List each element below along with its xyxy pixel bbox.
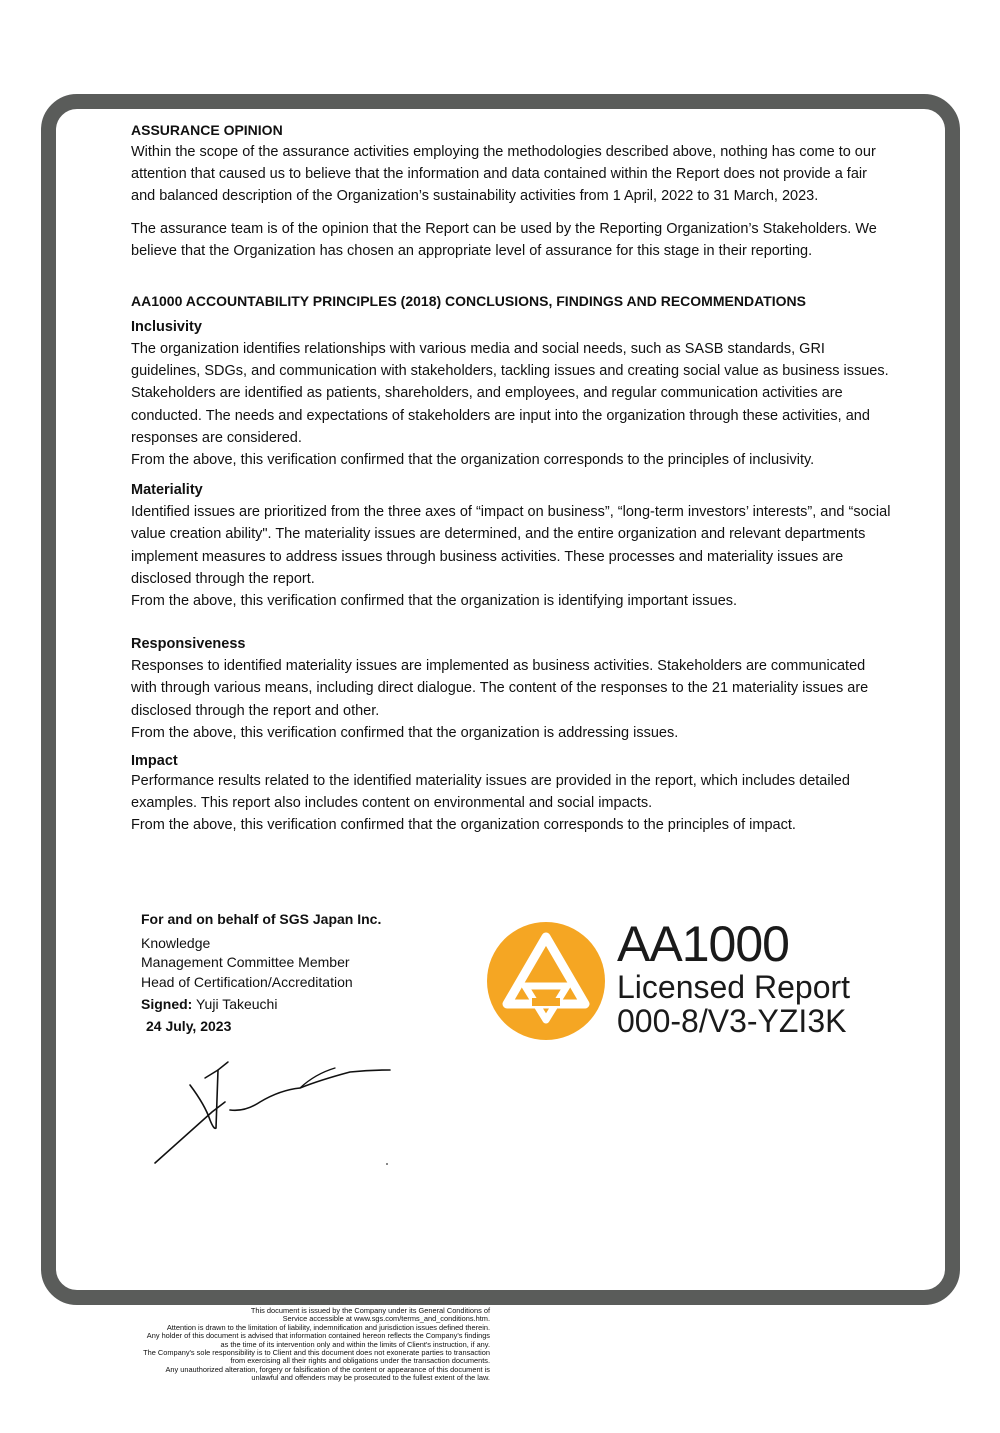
responsiveness-title: Responsiveness xyxy=(131,636,246,653)
impact-body: Performance results related to the identified materiality issues are provided in the report, which includes detailed examples. This report also includes content on environmental and social impacts. xyxy=(131,773,850,812)
footer-line: Attention is drawn to the limitation of liability, indemnification and jurisdiction issues defined therein. xyxy=(166,1322,490,1332)
inclusivity-conclusion: From the above, this verification confirmed that the organization corresponds to the principles of inclusivity. xyxy=(131,452,815,469)
signatory-role: Head of Certification/Accreditation xyxy=(141,973,353,990)
impact-title: Impact xyxy=(131,753,178,770)
footer-line: Any unauthorized alteration, forgery or falsification of the content or appearance of this document is xyxy=(165,1364,490,1374)
handwritten-signature xyxy=(150,1050,400,1180)
responsiveness-body: Responses to identified materiality issues are implemented as business activities. Stakeholders are communicated with through various means, including direct dialogue. The content of the responses to the 21 materiality issues are disclosed through the report and other. xyxy=(131,658,869,719)
aa1000-license xyxy=(617,918,917,1038)
principles-heading: AA1000 ACCOUNTABILITY PRINCIPLES (2018) CONCLUSIONS, FINDINGS AND RECOMMENDATIONS xyxy=(131,293,806,310)
impact-conclusion: From the above, this verification confirmed that the organization corresponds to the principles of impact. xyxy=(131,817,796,834)
signatory-block xyxy=(141,910,441,1036)
on-behalf-line: For and on behalf of SGS Japan Inc. xyxy=(141,911,382,927)
footer-line: Service accessible at www.sgs.com/terms_and_conditions.htm. xyxy=(282,1314,490,1324)
assurance-opinion-paragraph: Within the scope of the assurance activities employing the methodologies described above, nothing has come to our attention that caused us to believe that the information and data contained within the Report does not provide a fair and balanced description of the Organization’s sustainability activities from 1 April, 2022 to 31 March, 2023. xyxy=(131,144,876,205)
signatory-role: Knowledge xyxy=(141,934,211,951)
footer-line: Any holder of this document is advised that information contained hereon reflects the Company's findings xyxy=(146,1331,490,1341)
aa1000-logo-icon xyxy=(487,922,605,1040)
legal-footer xyxy=(60,1307,490,1383)
materiality-conclusion: From the above, this verification confirmed that the organization is identifying important issues. xyxy=(131,593,738,610)
signed-name: Yuji Takeuchi xyxy=(195,996,278,1012)
report-body xyxy=(131,119,891,837)
signed-label: Signed: xyxy=(141,996,193,1012)
assurance-opinion-heading: ASSURANCE OPINION xyxy=(131,122,283,138)
signed-line xyxy=(141,995,441,1015)
footer-line: This document is issued by the Company under its General Conditions of xyxy=(250,1306,490,1315)
footer-line: from exercising all their rights and obligations under the transaction documents. xyxy=(230,1356,490,1366)
materiality-title: Materiality xyxy=(131,482,203,499)
aa1000-report-code: 000-8/V3-YZI3K xyxy=(617,1003,847,1039)
aa1000-title: AA1000 xyxy=(617,916,789,972)
aa1000-subtitle: Licensed Report xyxy=(617,969,851,1005)
footer-line: The Company's sole responsibility is to Client and this document does not exonerate parties to transaction xyxy=(143,1348,490,1358)
inclusivity-title: Inclusivity xyxy=(131,319,202,336)
footer-line: unlawful and offenders may be prosecuted to the fullest extent of the law. xyxy=(251,1373,490,1383)
materiality-body: Identified issues are prioritized from the three axes of “impact on business”, “long-term investors’ interests”, and “social value creation ability". The materiality issues are determined, and the entire organization and relevant departments implement measures to address issues through business activities. These processes and materiality issues are disclosed through the report. xyxy=(131,504,891,587)
signature-date: 24 July, 2023 xyxy=(146,1017,232,1034)
responsiveness-conclusion: From the above, this verification confirmed that the organization is addressing issues. xyxy=(131,724,679,741)
signatory-role: Management Committee Member xyxy=(141,954,350,970)
assurance-opinion-paragraph: The assurance team is of the opinion that the Report can be used by the Reporting Organization’s Stakeholders. We believe that the Organization has chosen an appropriate level of assurance for this stage in their reporting. xyxy=(131,220,877,259)
inclusivity-body: The organization identifies relationships with various media and social needs, such as SASB standards, GRI guidelines, SDGs, and communication with stakeholders, tackling issues and creating social value as business issues. Stakeholders are identified as patients, shareholders, and employees, and regular communication activities are conducted. The needs and expectations of stakeholders are input into the organization through these activities, and responses are considered. xyxy=(131,341,889,446)
footer-line: as the time of its intervention only and within the limits of Client's instruction, if any. xyxy=(220,1339,490,1349)
